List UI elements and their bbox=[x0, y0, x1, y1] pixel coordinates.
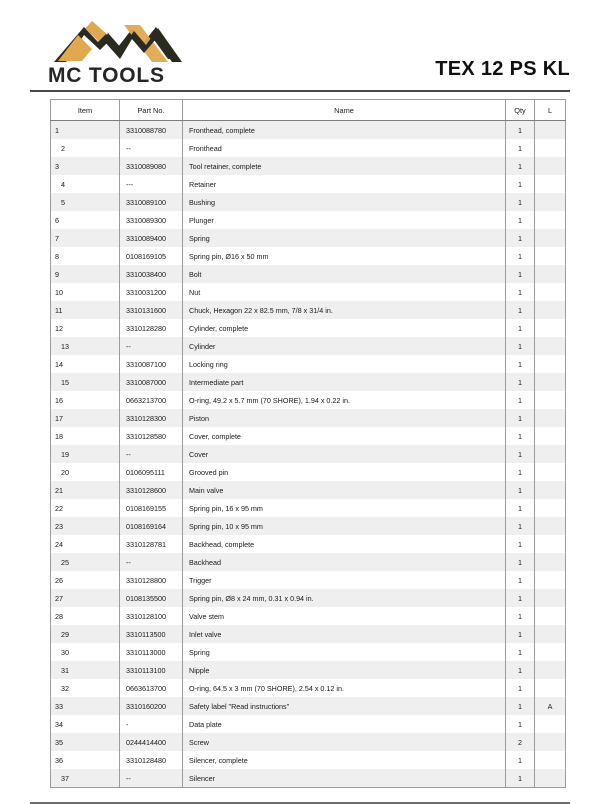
cell-part-no: 0108169105 bbox=[120, 247, 183, 265]
cell-l bbox=[535, 733, 566, 751]
cell-name: Fronthead, complete bbox=[183, 121, 506, 140]
table-row bbox=[51, 337, 566, 355]
cell-item: 15 bbox=[51, 373, 120, 391]
cell-item: 18 bbox=[51, 427, 120, 445]
cell-item: 22 bbox=[51, 499, 120, 517]
cell-l bbox=[535, 211, 566, 229]
mountain-logo-icon bbox=[48, 15, 198, 67]
cell-name: Locking ring bbox=[189, 359, 228, 369]
cell-l bbox=[535, 769, 566, 788]
cell-part-no: 3310160200 bbox=[120, 697, 183, 715]
cell-name: Spring bbox=[183, 229, 506, 247]
table-body bbox=[51, 121, 566, 788]
table-row bbox=[51, 643, 566, 661]
cell-l bbox=[535, 481, 566, 499]
cell-name: Silencer, complete bbox=[189, 755, 248, 765]
cell-qty: 1 bbox=[506, 391, 535, 409]
table-row bbox=[51, 373, 566, 391]
cell-part-no: 0108169155 bbox=[120, 499, 183, 517]
cell-name: Chuck, Hexagon 22 x 82.5 mm, 7/8 x 31/4 in. bbox=[183, 301, 506, 319]
cell-item: 36 bbox=[51, 751, 120, 769]
cell-part-no: 3310128100 bbox=[120, 607, 183, 625]
cell-l bbox=[535, 589, 566, 607]
cell-qty: 1 bbox=[506, 265, 535, 283]
cell-name: Main valve bbox=[183, 481, 506, 499]
brand-block bbox=[30, 15, 198, 86]
table-row bbox=[51, 481, 566, 499]
cell-qty: 1 bbox=[506, 301, 535, 319]
table-row bbox=[51, 733, 566, 751]
cell-item: 16 bbox=[51, 391, 120, 409]
cell-qty: 1 bbox=[506, 373, 535, 391]
cell-l bbox=[535, 535, 566, 553]
cell-item: 29 bbox=[51, 625, 120, 643]
cell-qty: 1 bbox=[506, 751, 535, 769]
cell-qty: 1 bbox=[506, 121, 535, 140]
cell-part-no: 3310113000 bbox=[120, 643, 183, 661]
cell-name: Intermediate part bbox=[183, 373, 506, 391]
table-header-row bbox=[51, 100, 566, 121]
cell-l bbox=[535, 607, 566, 625]
cell-name: Silencer bbox=[183, 769, 506, 788]
cell-qty: 1 bbox=[506, 481, 535, 499]
cell-part-no: 0663213700 bbox=[120, 391, 183, 409]
cell-part-no: 3310089300 bbox=[120, 211, 183, 229]
cell-part-no: 3310128800 bbox=[120, 571, 183, 589]
table-row bbox=[51, 355, 566, 373]
cell-l bbox=[535, 427, 566, 445]
cell-name: Nut bbox=[189, 287, 201, 297]
cell-name: Fronthead bbox=[189, 143, 222, 153]
cell-qty: 1 bbox=[506, 553, 535, 571]
cell-item: 5 bbox=[51, 193, 120, 211]
cell-part-no: -- bbox=[120, 769, 183, 788]
cell-item: 3 bbox=[51, 157, 120, 175]
cell-l bbox=[535, 157, 566, 175]
cell-item: 12 bbox=[51, 319, 120, 337]
cell-item: 8 bbox=[51, 247, 120, 265]
cell-name: Spring pin, Ø8 x 24 mm, 0.31 x 0.94 in. bbox=[183, 589, 506, 607]
cell-qty: 1 bbox=[506, 535, 535, 553]
cell-item: 14 bbox=[51, 355, 120, 373]
cell-item: 19 bbox=[51, 445, 120, 463]
table-row bbox=[51, 607, 566, 625]
cell-qty: 1 bbox=[506, 499, 535, 517]
table-row bbox=[51, 697, 566, 715]
table-row bbox=[51, 193, 566, 211]
table-row bbox=[51, 301, 566, 319]
cell-item: 26 bbox=[51, 571, 120, 589]
cell-name: Data plate bbox=[189, 719, 222, 729]
cell-part-no: 0244414400 bbox=[120, 733, 183, 751]
cell-l bbox=[535, 355, 566, 373]
cell-part-no: 3310128280 bbox=[120, 319, 183, 337]
column-header-name: Name bbox=[183, 100, 506, 121]
cell-part-no: --- bbox=[120, 175, 183, 193]
cell-part-no: 3310087000 bbox=[120, 373, 183, 391]
cell-qty: 1 bbox=[506, 571, 535, 589]
cell-qty: 1 bbox=[506, 589, 535, 607]
cell-qty: 2 bbox=[506, 733, 535, 751]
cell-l bbox=[535, 463, 566, 481]
cell-qty: 1 bbox=[506, 211, 535, 229]
table-row bbox=[51, 751, 566, 769]
table-row bbox=[51, 175, 566, 193]
table-row bbox=[51, 589, 566, 607]
header-divider bbox=[30, 90, 570, 92]
cell-item: 25 bbox=[51, 553, 120, 571]
cell-qty: 1 bbox=[506, 229, 535, 247]
cell-name: Screw bbox=[183, 733, 506, 751]
cell-name: Tool retainer, complete bbox=[183, 157, 506, 175]
cell-name: Valve stem bbox=[189, 611, 225, 621]
cell-l bbox=[535, 715, 566, 733]
table-row bbox=[51, 319, 566, 337]
column-header-qty: Qty bbox=[506, 100, 535, 121]
document-header bbox=[30, 0, 570, 90]
cell-qty: 1 bbox=[506, 661, 535, 679]
cell-item: 37 bbox=[51, 769, 120, 788]
cell-qty: 1 bbox=[506, 157, 535, 175]
table-row bbox=[51, 679, 566, 697]
table-row bbox=[51, 139, 566, 157]
cell-qty: 1 bbox=[506, 715, 535, 733]
cell-qty: 1 bbox=[506, 337, 535, 355]
cell-part-no: 3310128580 bbox=[120, 427, 183, 445]
cell-qty: 1 bbox=[506, 355, 535, 373]
cell-item: 27 bbox=[51, 589, 120, 607]
cell-name: Bolt bbox=[183, 265, 506, 283]
table-row bbox=[51, 661, 566, 679]
table-row bbox=[51, 445, 566, 463]
cell-l bbox=[535, 319, 566, 337]
cell-name: Bushing bbox=[183, 193, 506, 211]
parts-table bbox=[50, 99, 566, 788]
table-row bbox=[51, 517, 566, 535]
cell-name: O-ring, 64.5 x 3 mm (70 SHORE), 2.54 x 0.12 in. bbox=[189, 683, 344, 693]
cell-l bbox=[535, 229, 566, 247]
cell-qty: 1 bbox=[506, 247, 535, 265]
cell-qty: 1 bbox=[506, 175, 535, 193]
cell-name: Piston bbox=[183, 409, 506, 427]
cell-part-no: -- bbox=[120, 139, 183, 157]
cell-l bbox=[535, 445, 566, 463]
cell-name: Trigger bbox=[189, 575, 212, 585]
cell-name: Safety label "Read instructions" bbox=[183, 697, 506, 715]
table-row bbox=[51, 265, 566, 283]
cell-item: 11 bbox=[51, 301, 120, 319]
cell-qty: 1 bbox=[506, 427, 535, 445]
cell-part-no: 3310031200 bbox=[120, 283, 183, 301]
cell-qty: 1 bbox=[506, 625, 535, 643]
cell-qty: 1 bbox=[506, 769, 535, 788]
cell-part-no: 3310038400 bbox=[120, 265, 183, 283]
table-row bbox=[51, 211, 566, 229]
table-row bbox=[51, 769, 566, 788]
cell-qty: 1 bbox=[506, 697, 535, 715]
cell-item: 13 bbox=[51, 337, 120, 355]
brand-name: MC TOOLS bbox=[48, 64, 165, 87]
cell-name: Nipple bbox=[183, 661, 506, 679]
table-row bbox=[51, 571, 566, 589]
table-row bbox=[51, 625, 566, 643]
cell-qty: 1 bbox=[506, 283, 535, 301]
cell-l bbox=[535, 751, 566, 769]
cell-name: Cylinder bbox=[183, 337, 506, 355]
cell-item: 23 bbox=[51, 517, 120, 535]
cell-qty: 1 bbox=[506, 643, 535, 661]
cell-name: Spring bbox=[189, 647, 210, 657]
cell-part-no: -- bbox=[120, 445, 183, 463]
cell-name: Cylinder, complete bbox=[189, 323, 249, 333]
table-row bbox=[51, 121, 566, 140]
column-header-l: L bbox=[535, 100, 566, 121]
cell-qty: 1 bbox=[506, 607, 535, 625]
table-header bbox=[51, 100, 566, 121]
cell-item: 34 bbox=[51, 715, 120, 733]
cell-item: 9 bbox=[51, 265, 120, 283]
cell-part-no: 0108135500 bbox=[120, 589, 183, 607]
cell-name: O-ring, 49.2 x 5.7 mm (70 SHORE), 1.94 x 0.22 in. bbox=[189, 395, 350, 405]
table-row bbox=[51, 499, 566, 517]
cell-part-no: 3310128480 bbox=[120, 751, 183, 769]
cell-part-no: 3310128781 bbox=[120, 535, 183, 553]
cell-part-no: 3310113100 bbox=[120, 661, 183, 679]
cell-l bbox=[535, 283, 566, 301]
cell-l bbox=[535, 661, 566, 679]
cell-item: 32 bbox=[51, 679, 120, 697]
cell-part-no: -- bbox=[120, 337, 183, 355]
table-row bbox=[51, 391, 566, 409]
parts-table-container bbox=[30, 99, 570, 788]
column-header-item: Item bbox=[51, 100, 120, 121]
cell-item: 21 bbox=[51, 481, 120, 499]
cell-item: 31 bbox=[51, 661, 120, 679]
cell-l bbox=[535, 409, 566, 427]
table-row bbox=[51, 229, 566, 247]
cell-name: Cover bbox=[183, 445, 506, 463]
cell-l bbox=[535, 337, 566, 355]
cell-l bbox=[535, 625, 566, 643]
table-row bbox=[51, 409, 566, 427]
cell-l bbox=[535, 265, 566, 283]
table-row bbox=[51, 157, 566, 175]
cell-name: Plunger bbox=[189, 215, 214, 225]
cell-l bbox=[535, 679, 566, 697]
cell-l bbox=[535, 301, 566, 319]
cell-part-no: 3310089400 bbox=[120, 229, 183, 247]
cell-part-no: -- bbox=[120, 553, 183, 571]
cell-l bbox=[535, 643, 566, 661]
cell-item: 33 bbox=[51, 697, 120, 715]
cell-l bbox=[535, 553, 566, 571]
cell-name: Spring pin, 10 x 95 mm bbox=[183, 517, 506, 535]
cell-qty: 1 bbox=[506, 679, 535, 697]
cell-qty: 1 bbox=[506, 445, 535, 463]
cell-part-no: 3310131600 bbox=[120, 301, 183, 319]
cell-qty: 1 bbox=[506, 517, 535, 535]
table-row bbox=[51, 427, 566, 445]
cell-item: 10 bbox=[51, 283, 120, 301]
cell-l bbox=[535, 499, 566, 517]
cell-part-no: 3310087100 bbox=[120, 355, 183, 373]
cell-item: 24 bbox=[51, 535, 120, 553]
cell-l bbox=[535, 175, 566, 193]
cell-l bbox=[535, 391, 566, 409]
page-title: TEX 12 PS KL bbox=[435, 58, 570, 80]
cell-part-no: 0663613700 bbox=[120, 679, 183, 697]
table-row bbox=[51, 715, 566, 733]
cell-qty: 1 bbox=[506, 139, 535, 157]
cell-l bbox=[535, 571, 566, 589]
cell-l bbox=[535, 373, 566, 391]
cell-l bbox=[535, 517, 566, 535]
cell-l bbox=[535, 247, 566, 265]
cell-name: Backhead, complete bbox=[189, 539, 255, 549]
cell-l bbox=[535, 139, 566, 157]
cell-name: Inlet valve bbox=[183, 625, 506, 643]
cell-part-no: 3310089080 bbox=[120, 157, 183, 175]
table-row bbox=[51, 535, 566, 553]
cell-item: 1 bbox=[51, 121, 120, 140]
cell-part-no: 0106095111 bbox=[120, 463, 183, 481]
cell-part-no: 3310113500 bbox=[120, 625, 183, 643]
cell-part-no: 0108169164 bbox=[120, 517, 183, 535]
table-row bbox=[51, 247, 566, 265]
cell-item: 2 bbox=[51, 139, 120, 157]
cell-name: Spring pin, Ø16 x 50 mm bbox=[189, 251, 269, 261]
cell-l: A bbox=[535, 697, 566, 715]
cell-l bbox=[535, 121, 566, 140]
table-row bbox=[51, 283, 566, 301]
cell-item: 6 bbox=[51, 211, 120, 229]
cell-part-no: 3310128600 bbox=[120, 481, 183, 499]
cell-name: Retainer bbox=[189, 179, 217, 189]
cell-name: Spring pin, 16 x 95 mm bbox=[189, 503, 263, 513]
table-row bbox=[51, 463, 566, 481]
cell-part-no: 3310089100 bbox=[120, 193, 183, 211]
cell-item: 28 bbox=[51, 607, 120, 625]
cell-item: 4 bbox=[51, 175, 120, 193]
table-row bbox=[51, 553, 566, 571]
cell-l bbox=[535, 193, 566, 211]
cell-name: Cover, complete bbox=[189, 431, 241, 441]
cell-part-no: - bbox=[120, 715, 183, 733]
cell-qty: 1 bbox=[506, 193, 535, 211]
cell-item: 30 bbox=[51, 643, 120, 661]
cell-qty: 1 bbox=[506, 319, 535, 337]
cell-qty: 1 bbox=[506, 409, 535, 427]
cell-item: 7 bbox=[51, 229, 120, 247]
cell-qty: 1 bbox=[506, 463, 535, 481]
cell-part-no: 3310088780 bbox=[120, 121, 183, 140]
cell-part-no: 3310128300 bbox=[120, 409, 183, 427]
cell-item: 20 bbox=[51, 463, 120, 481]
cell-item: 35 bbox=[51, 733, 120, 751]
cell-name: Grooved pin bbox=[189, 467, 229, 477]
column-header-part-no: Part No. bbox=[120, 100, 183, 121]
cell-item: 17 bbox=[51, 409, 120, 427]
cell-name: Backhead bbox=[183, 553, 506, 571]
